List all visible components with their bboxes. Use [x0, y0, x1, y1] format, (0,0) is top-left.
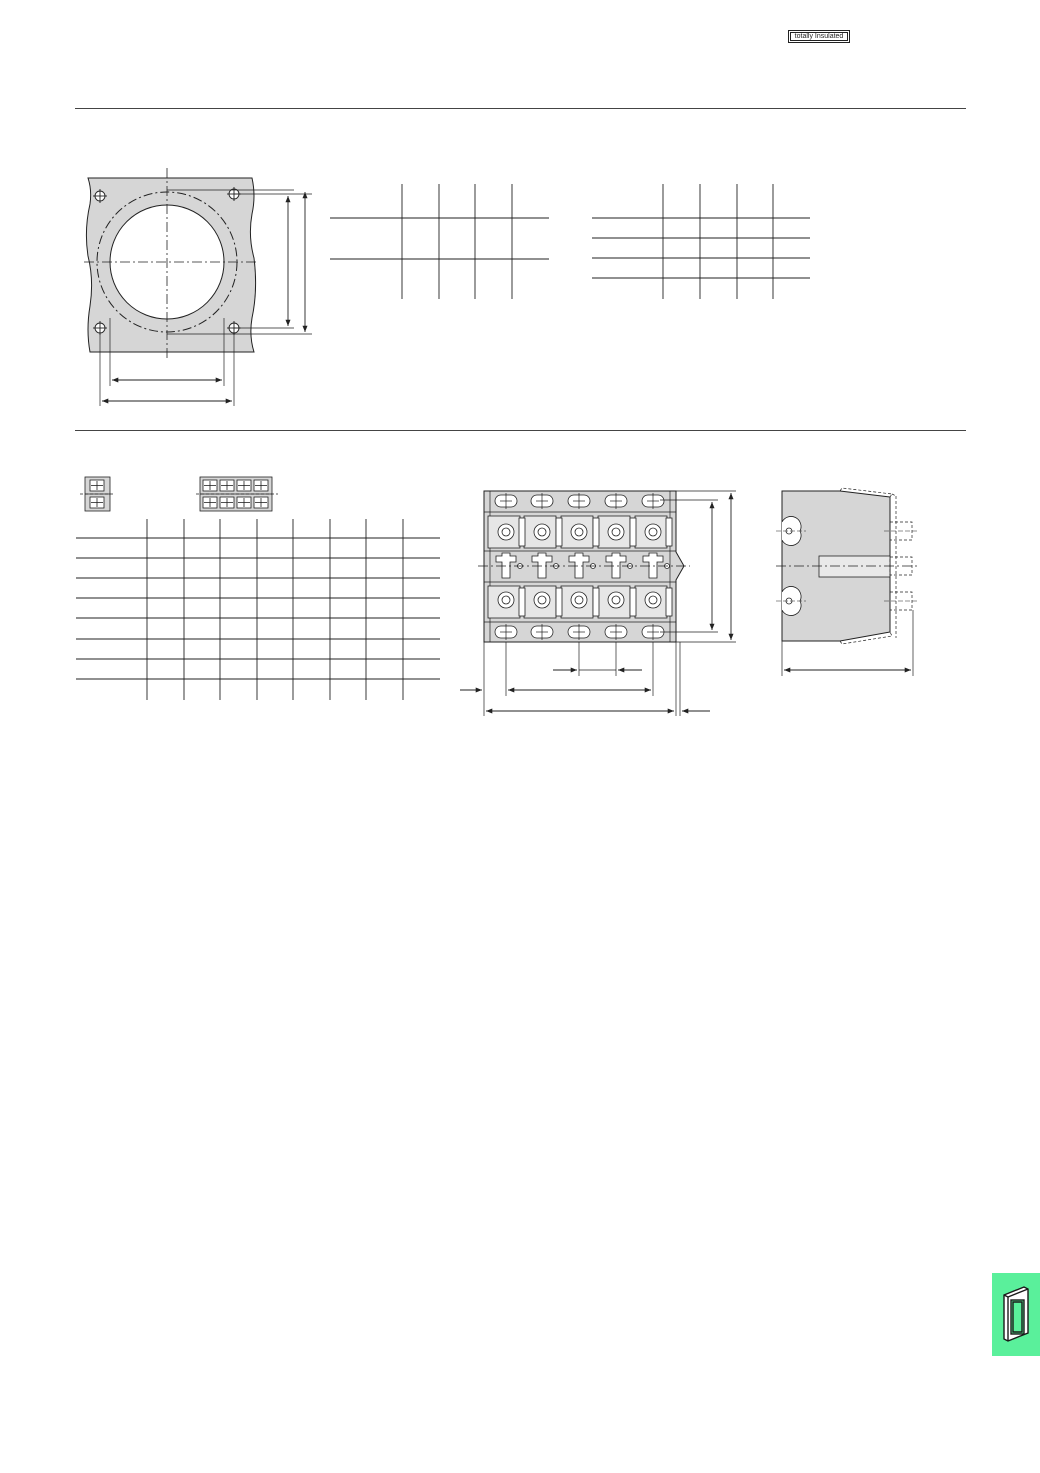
dimension-table-2 — [592, 184, 810, 299]
badge-label: totally Insulated — [790, 32, 848, 41]
quad-module-icon — [196, 477, 278, 511]
dimension-table-3 — [76, 519, 440, 700]
dimension-table-1 — [330, 184, 549, 299]
single-module-icon — [80, 477, 115, 511]
panel-cutout-drawing — [84, 168, 312, 406]
enclosure-box-icon — [992, 1273, 1040, 1356]
section-side-tab — [992, 1273, 1040, 1356]
terminal-block-side-view — [776, 488, 918, 676]
terminal-block-front-view — [460, 491, 736, 716]
